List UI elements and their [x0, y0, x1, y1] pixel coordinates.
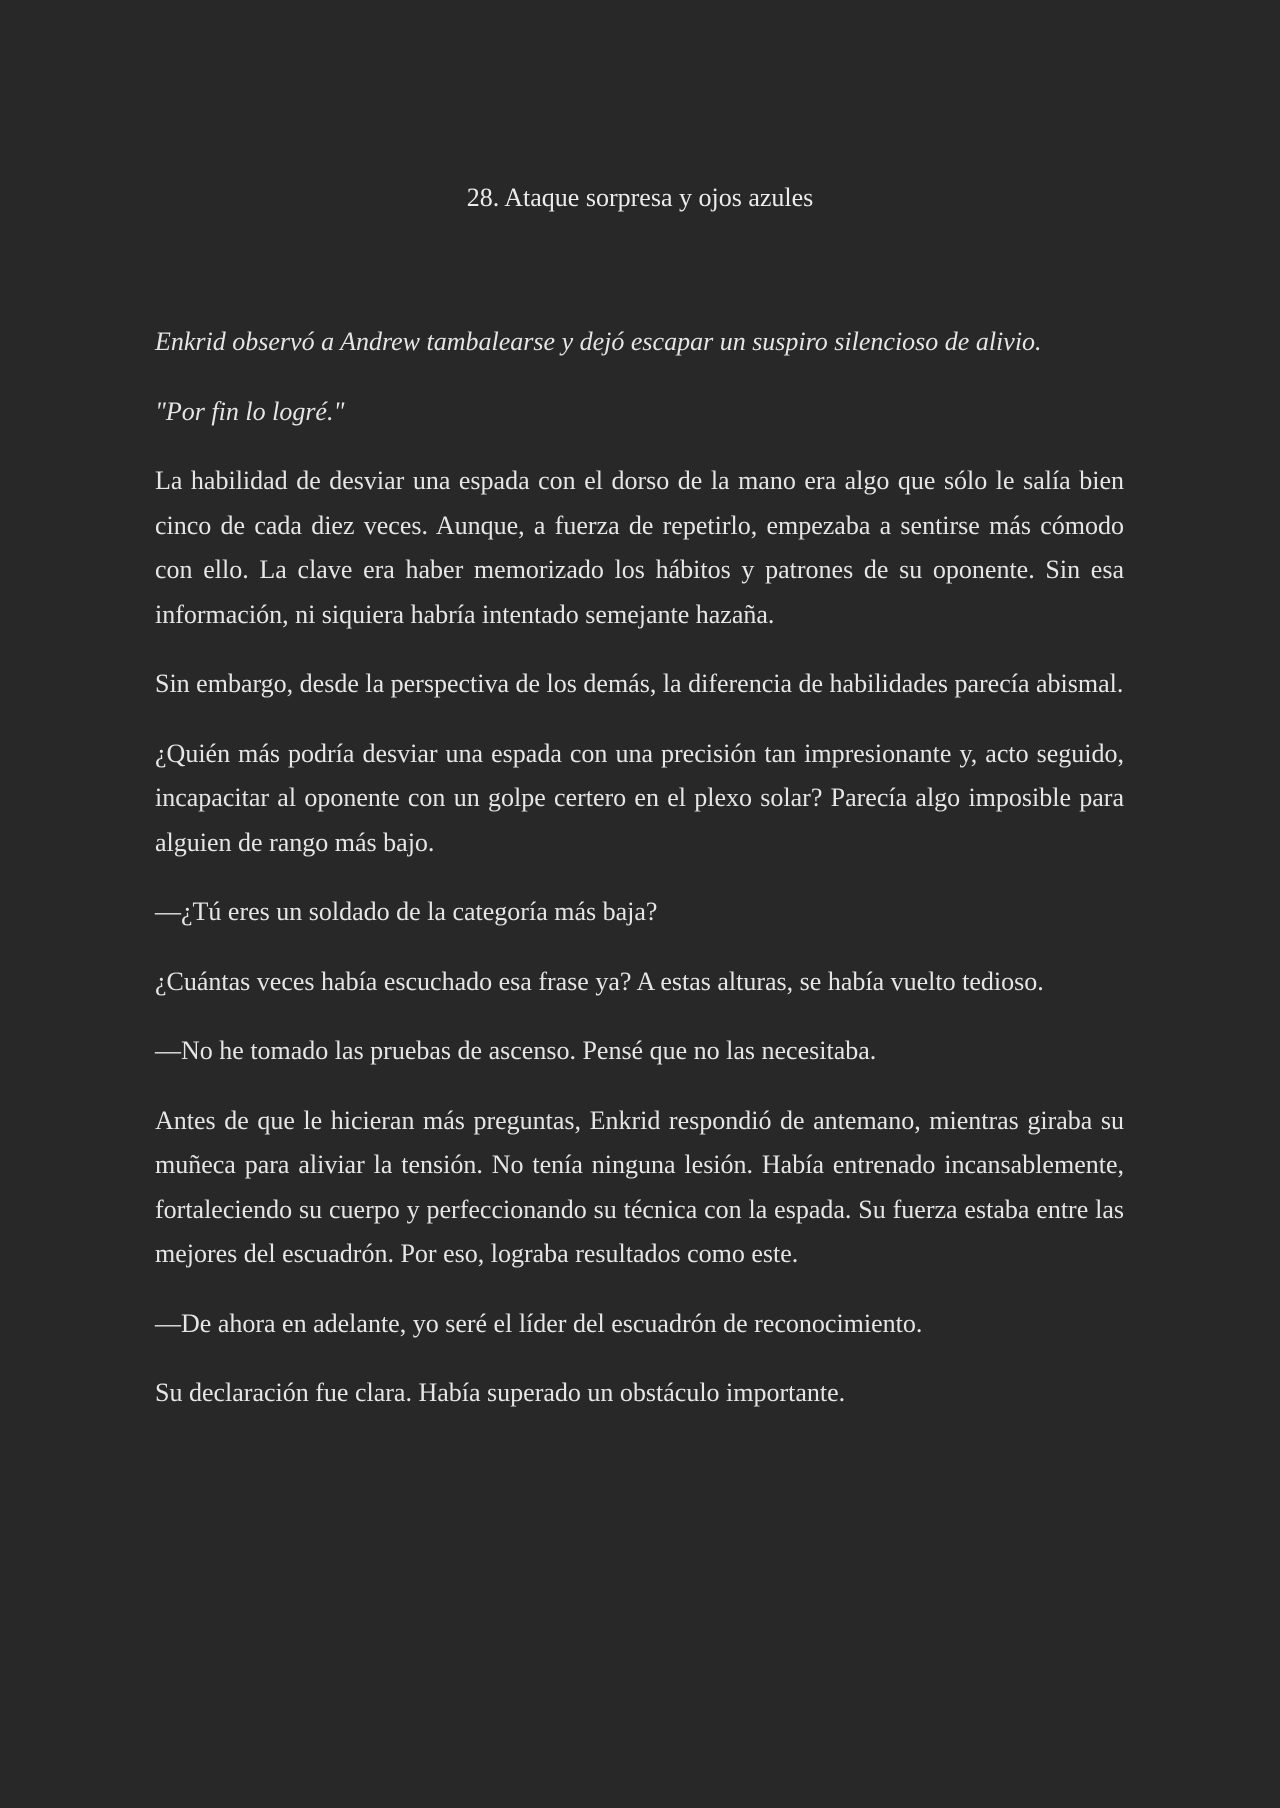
chapter-content: [155, 320, 1124, 1441]
paragraph: Su declaración fue clara. Había superado un obstáculo importante.: [155, 1378, 846, 1407]
paragraph: La habilidad de desviar una espada con el dorso de la mano era algo que sólo le salía bien cinco de cada diez veces. Aunque, a fuerza de repetirlo, empezaba a sentirse más cómodo con ello. La clave era haber memorizado los hábitos y patrones de su oponente. Sin esa información, ni siquiera habría intentado semejante hazaña.: [155, 466, 1124, 629]
chapter-title: 28. Ataque sorpresa y ojos azules: [466, 183, 814, 212]
paragraph: ¿Cuántas veces había escuchado esa frase ya? A estas alturas, se había vuelto tedioso.: [155, 966, 1044, 996]
paragraph: ¿Quién más podría desviar una espada con una precisión tan impresionante y, acto seguido, incapacitar al oponente con un golpe certero en el plexo solar? Parecía algo imposible para alguien de rango más bajo.: [155, 738, 1124, 857]
paragraph: Enkrid observó a Andrew tambalearse y dejó escapar un suspiro silencioso de alivio.: [155, 327, 1042, 356]
dialogue-line: —¿Tú eres un soldado de la categoría más baja?: [155, 897, 658, 926]
paragraph: "Por fin lo logré.": [155, 396, 345, 426]
paragraph: Sin embargo, desde la perspectiva de los demás, la diferencia de habilidades parecía abismal.: [155, 669, 1124, 698]
paragraph: Antes de que le hicieran más preguntas, Enkrid respondió de antemano, mientras giraba su muñeca para aliviar la tensión. No tenía ninguna lesión. Había entrenado incansablemente, fortaleciendo su cuerpo y perfeccionando su técnica con la espada. Su fuerza estaba entre las mejores del escuadrón. Por eso, lograba resultados como este.: [155, 1105, 1124, 1268]
dialogue-line: —No he tomado las pruebas de ascenso. Pensé que no las necesitaba.: [155, 1036, 877, 1065]
dialogue-line: —De ahora en adelante, yo seré el líder del escuadrón de reconocimiento.: [155, 1308, 923, 1338]
